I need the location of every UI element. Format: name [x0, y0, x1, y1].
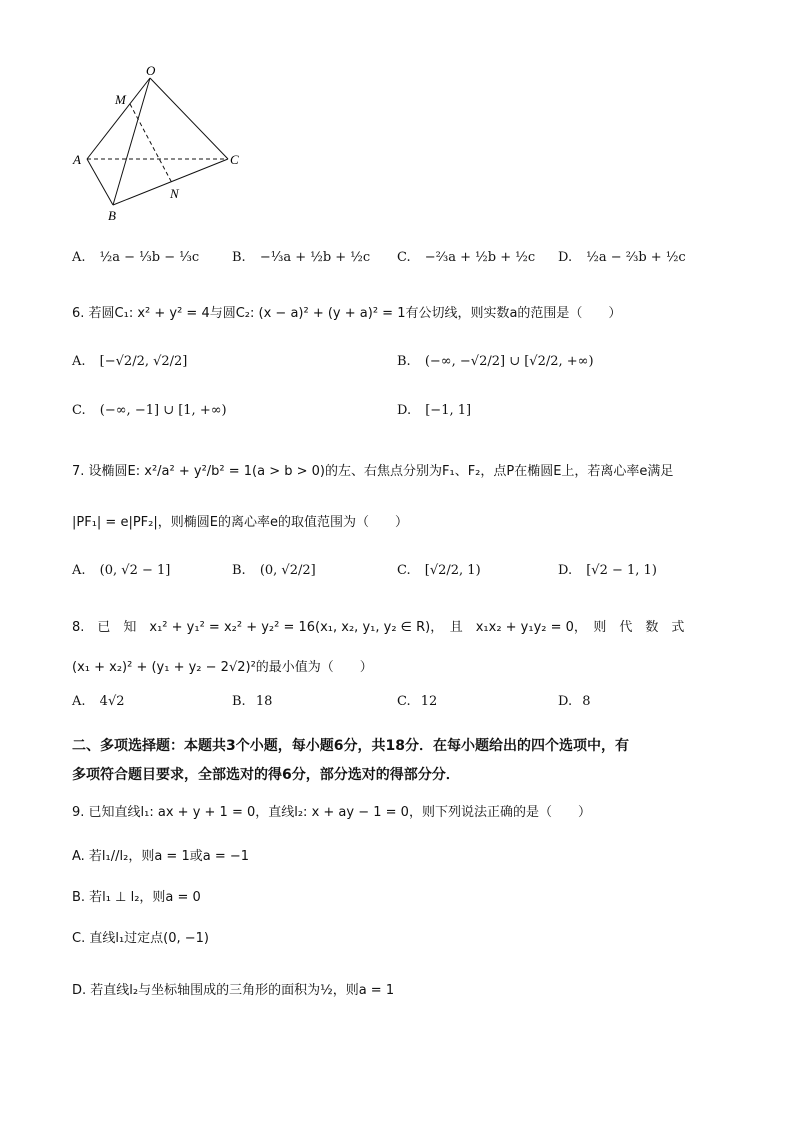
q6-option-b: B. (−∞, −√2/2] ∪ [√2/2, +∞): [397, 354, 594, 369]
q7-option-d: D. [√2 − 1, 1): [558, 563, 657, 578]
edge-OA: [87, 78, 150, 159]
q5-option-a: A. ½a − ⅓b − ⅓c: [72, 250, 200, 265]
point-label-N: N: [170, 186, 179, 201]
q5-option-c: C. −⅔a + ½b + ½c: [397, 250, 536, 265]
point-label-O: O: [146, 63, 156, 78]
q5-option-b: B. −⅓a + ½b + ½c: [232, 250, 371, 265]
point-label-B: B: [108, 208, 116, 223]
q7-stem-line1: 7. 设椭圆E: x²/a² + y²/b² = 1(a > b > 0)的左、右焦点分别为F₁、F₂，点P在椭圆E上，若离心率e满足: [72, 464, 674, 479]
q6-option-a: A. [−√2/2, √2/2]: [72, 354, 188, 369]
q7-stem-line2: |PF₁| = e|PF₂|，则椭圆E的离心率e的取值范围为（ ）: [72, 515, 408, 530]
q5-option-d: D. ½a − ⅔b + ½c: [558, 250, 686, 265]
q8-option-b: B. 18: [232, 694, 273, 709]
q9-option-a: A. 若l₁//l₂，则a = 1或a = −1: [72, 849, 250, 864]
q8-stem-line1: 8. 已 知 x₁² + y₁² = x₂² + y₂² = 16(x₁, x₂, y₁, y₂ ∈ R)， 且 x₁x₂ + y₁y₂ = 0， 则 代 数 式: [72, 620, 685, 635]
q9-option-d: D. 若直线l₂与坐标轴围成的三角形的面积为½，则a = 1: [72, 983, 395, 998]
point-label-A: A: [73, 152, 81, 167]
q5-option-a-text: ½a − ⅓b − ⅓c: [99, 250, 200, 265]
q8-stem-line2: (x₁ + x₂)² + (y₁ + y₂ − 2√2)²的最小值为（ ）: [72, 660, 373, 675]
q5-option-c-text: −⅔a + ½b + ½c: [424, 250, 536, 265]
point-label-M: M: [115, 92, 126, 107]
q9-stem: 9. 已知直线l₁: ax + y + 1 = 0，直线l₂: x + ay − 1 = 0，则下列说法正确的是（ ）: [72, 805, 591, 820]
segment-MN-dashed: [130, 104, 172, 183]
q9-option-b: B. 若l₁ ⊥ l₂，则a = 0: [72, 890, 201, 905]
q8-option-c: C. 12: [397, 694, 438, 709]
section2-heading-line1: 二、多项选择题：本题共3个小题，每小题6分，共18分．在每小题给出的四个选项中，有: [72, 738, 629, 754]
q9-option-c: C. 直线l₁过定点(0, −1): [72, 931, 210, 946]
edge-OC: [150, 78, 228, 159]
q6-stem: 6. 若圆C₁: x² + y² = 4与圆C₂: (x − a)² + (y + a)² = 1有公切线，则实数a的范围是（ ）: [72, 306, 622, 321]
q7-option-b: B. (0, √2/2]: [232, 563, 316, 578]
q5-option-b-text: −⅓a + ½b + ½c: [259, 250, 371, 265]
tetrahedron-figure: [70, 62, 260, 227]
point-label-C: C: [230, 152, 239, 167]
q8-option-a: A. 4√2: [72, 694, 125, 709]
q8-option-d: D. 8: [558, 694, 591, 709]
q6-option-d: D. [−1, 1]: [397, 403, 472, 418]
section2-heading-line2: 多项符合题目要求，全部选对的得6分，部分选对的得部分分．: [72, 767, 460, 783]
q6-option-c: C. (−∞, −1] ∪ [1, +∞): [72, 403, 227, 418]
q7-option-c: C. [√2/2, 1): [397, 563, 481, 578]
q5-option-d-text: ½a − ⅔b + ½c: [586, 250, 686, 265]
q7-option-a: A. (0, √2 − 1]: [72, 563, 171, 578]
edge-AB: [87, 159, 113, 205]
